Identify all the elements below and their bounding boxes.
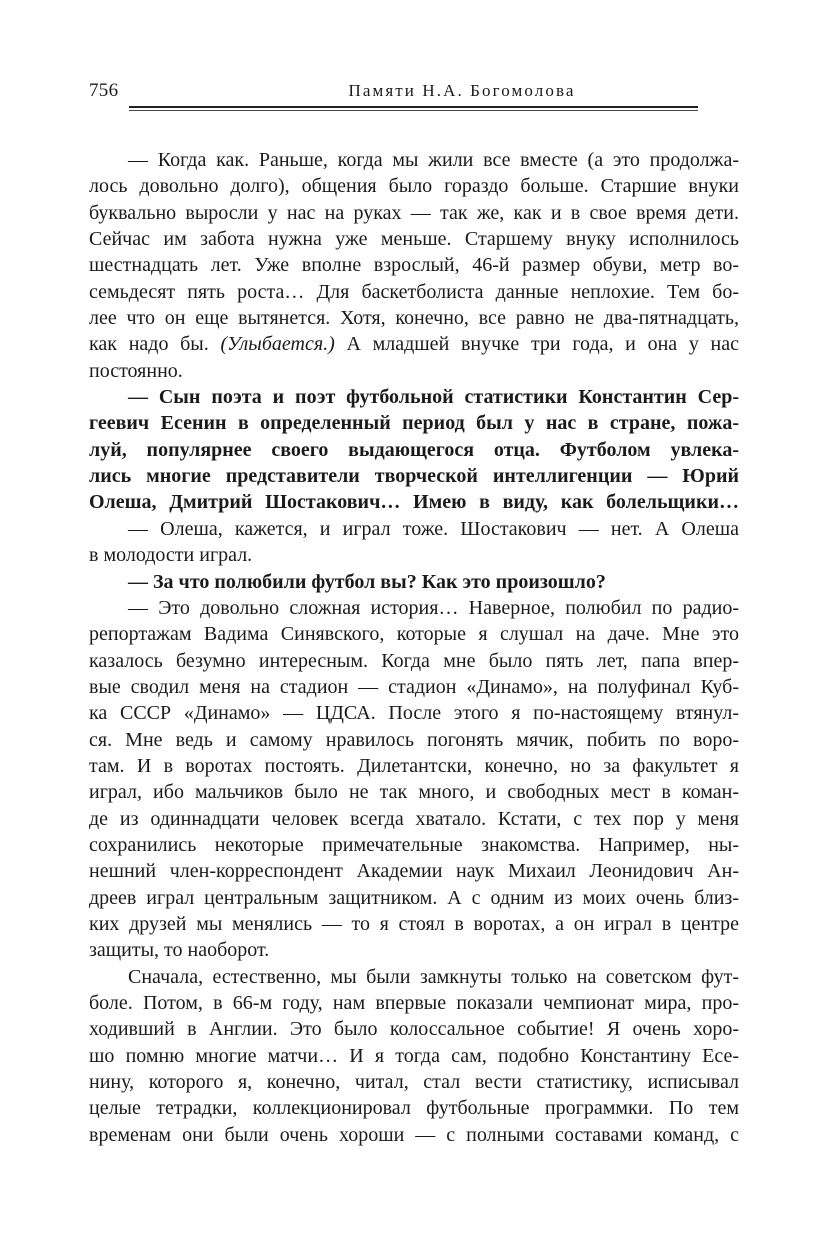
- text-line: [89, 437, 739, 463]
- text-line: [89, 648, 739, 674]
- text-line: [89, 200, 739, 226]
- text-line: [89, 753, 739, 779]
- text-line: [89, 621, 739, 647]
- text-line: [89, 516, 739, 542]
- text-line-content: там. И в воротах постоять. Дилетантски, конечно, но за факультет я: [89, 754, 739, 777]
- text-line: [89, 832, 739, 858]
- text-line-continuation: А младшей внучке три года, и она у нас: [334, 333, 739, 356]
- text-line-content: лось довольно долго), общения было гораздо больше. Старшие внуки: [89, 175, 739, 198]
- text-line-content: нину, которого я, конечно, читал, стал вести статистику, исписывал: [89, 1071, 739, 1094]
- text-line-content: — Это довольно сложная история… Наверное, полюбил по радио-: [128, 596, 739, 619]
- header-rule-thin: [129, 110, 698, 111]
- text-line-content: шо помню многие матчи… И я тогда сам, подобно Константину Есе-: [89, 1044, 739, 1067]
- text-line-content: играл, ибо мальчиков было не так много, и свободных мест в коман-: [89, 781, 739, 804]
- text-line: [89, 489, 739, 515]
- body-text: [89, 147, 739, 1148]
- text-line: [89, 858, 739, 884]
- text-line: [89, 1069, 739, 1095]
- text-line-content: ка СССР «Динамо» — ЦДСА. После этого я по-настоящему втянул-: [89, 702, 739, 725]
- text-line-content: лись многие представители творческой интеллигенции — Юрий: [89, 465, 739, 488]
- text-line: [89, 542, 739, 568]
- running-title: Памяти Н.А. Богомолова: [348, 81, 576, 100]
- text-line-content: временам они были очень хороши — с полными составами команд, с: [89, 1123, 739, 1146]
- page-header: [89, 78, 739, 104]
- text-line-content: сохранились некоторые примечательные знакомства. Например, ны-: [89, 833, 739, 856]
- text-line-content: — Сын поэта и поэт футбольной статистики Константин Сер-: [128, 386, 739, 409]
- text-line: [89, 279, 739, 305]
- text-line: [89, 674, 739, 700]
- text-line-content: казалось безумно интересным. Когда мне было пять лет, папа впер-: [89, 649, 739, 672]
- text-line-content: целые тетрадки, коллекционировал футбольные программки. По тем: [89, 1097, 739, 1120]
- text-line: [89, 806, 739, 832]
- text-line-content: постоянно.: [89, 359, 183, 382]
- text-line: [89, 173, 739, 199]
- text-line-content: дреев играл центральным защитником. А с одним из моих очень близ-: [89, 886, 739, 909]
- text-line-content: в молодости играл.: [89, 544, 253, 567]
- text-line: [89, 569, 739, 595]
- text-line-content: шестнадцать лет. Уже вполне взрослый, 46-й размер обуви, метр во-: [89, 254, 739, 277]
- text-line: [89, 964, 739, 990]
- text-line-content: ходивший в Англии. Это было колоссальное событие! Я очень хоро-: [89, 1018, 739, 1041]
- text-line: [89, 990, 739, 1016]
- text-line: [89, 384, 739, 410]
- text-line-content: буквально выросли у нас на руках — так же, как и в свое время дети.: [89, 201, 739, 224]
- text-line: [89, 1095, 739, 1121]
- text-line-content: защиты, то наоборот.: [89, 939, 270, 962]
- text-line-content: семьдесят пять роста… Для баскетболиста данные неплохие. Тем бо-: [89, 280, 739, 303]
- text-line: [89, 331, 739, 357]
- text-line: [89, 147, 739, 173]
- italic-remark: (Улыбается.): [220, 333, 335, 356]
- text-line: [89, 937, 739, 963]
- text-line: [89, 1122, 739, 1148]
- text-line: [89, 700, 739, 726]
- text-line: [89, 463, 739, 489]
- text-line-content: — Олеша, кажется, и играл тоже. Шостакович — нет. А Олеша: [128, 517, 739, 540]
- text-line-content: репортажам Вадима Синявского, которые я слушал на даче. Мне это: [89, 623, 739, 646]
- text-line-content: луй, популярнее своего выдающегося отца. Футболом увлека-: [89, 438, 739, 461]
- text-line-content: ких друзей мы менялись — то я стоял в воротах, а он играл в центре: [89, 912, 739, 935]
- text-line: [89, 410, 739, 436]
- text-line-content: — Когда как. Раньше, когда мы жили все вместе (а это продолжа-: [128, 149, 739, 171]
- text-line-content: Сейчас им забота нужна уже меньше. Старшему внуку исполнилось: [89, 228, 739, 251]
- text-line-content: Олеша, Дмитрий Шостакович… Имею в виду, как болельщики…: [89, 491, 739, 514]
- header-rule-thick: [129, 106, 698, 108]
- text-line-content: боле. Потом, в 66-м году, нам впервые показали чемпионат мира, про-: [89, 992, 739, 1014]
- text-line: [89, 911, 739, 937]
- text-line-content: лее что он еще вытянется. Хотя, конечно, все равно не два-пятнадцать,: [89, 307, 739, 330]
- text-line-content: как надо бы.: [89, 333, 221, 356]
- text-line: [89, 779, 739, 805]
- text-line: [89, 1016, 739, 1042]
- text-line-content: геевич Есенин в определенный период был у нас в стране, пожа-: [89, 412, 739, 435]
- text-line: [89, 252, 739, 278]
- page-number: 756: [89, 80, 119, 101]
- text-line: [89, 885, 739, 911]
- text-line: [89, 1043, 739, 1069]
- text-line: [89, 226, 739, 252]
- text-line: [89, 358, 739, 384]
- text-line-content: вые сводил меня на стадион — стадион «Динамо», на полуфинал Куб-: [89, 675, 739, 698]
- text-line: [89, 595, 739, 621]
- text-line: [89, 305, 739, 331]
- text-line-content: Сначала, естественно, мы были замкнуты только на советском фут-: [128, 965, 739, 988]
- text-line-content: нешний член-корреспондент Академии наук Михаил Леонидович Ан-: [89, 860, 739, 883]
- text-line-content: ся. Мне ведь и самому нравилось погонять мячик, побить по воро-: [89, 728, 739, 751]
- text-line-content: де из одиннадцати человек всегда хватало. Кстати, с тех пор у меня: [89, 807, 739, 830]
- text-line-content: — За что полюбили футбол вы? Как это произошло?: [128, 570, 606, 593]
- text-line: [89, 727, 739, 753]
